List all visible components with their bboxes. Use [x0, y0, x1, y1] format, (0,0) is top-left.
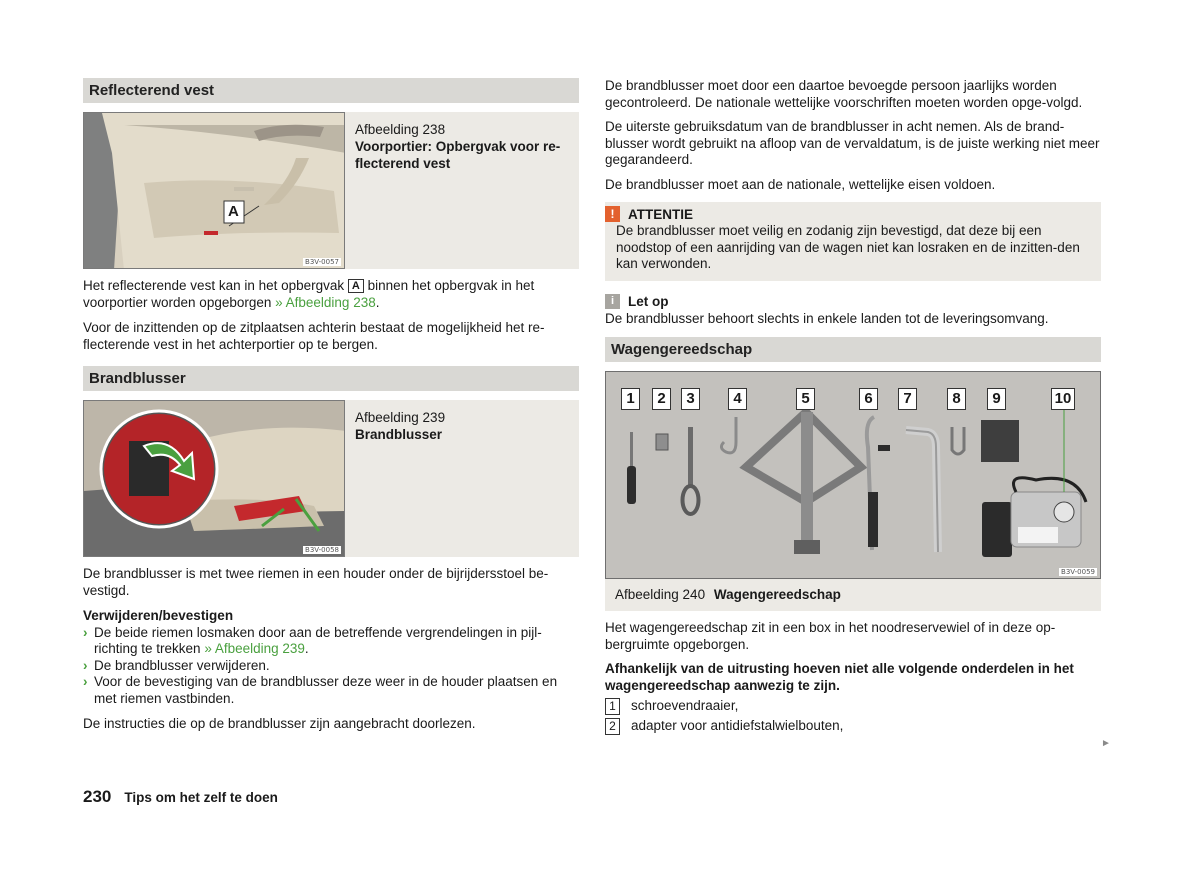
- tool-label-9: 9: [987, 388, 1006, 410]
- warning-icon: !: [605, 206, 620, 222]
- page-number: 230: [83, 787, 112, 806]
- attention-text: De brandblusser moet veilig en zodanig zijn bevestigd, dat deze bij een noodstop of een aanrijding van de wagen niet kan losraken en de inzitten-den kan verwonden.: [616, 223, 1080, 271]
- continue-arrow-icon: ►: [1101, 738, 1111, 749]
- list-item: [605, 717, 1101, 735]
- key-a-box: A: [348, 279, 364, 293]
- attention-box: [605, 202, 1101, 281]
- note-title: Let op: [628, 294, 669, 309]
- paragraph-annual-check: De brandblusser moet door een daartoe bevoegde persoon jaarlijks worden gecontroleerd. De nationale wettelijke voorschriften moeten worden opge-volgd.: [605, 78, 1083, 110]
- vehicle-tools-illustration: [605, 371, 1101, 579]
- paragraph-extinguisher-mount: De brandblusser is met twee riemen in een houder onder de bijrijdersstoel be-vestigd.: [83, 566, 549, 598]
- bullet-text: [94, 625, 579, 658]
- page-footer: [83, 787, 278, 807]
- door-panel-image: [84, 113, 345, 269]
- figure-title: Brandblusser: [355, 427, 443, 442]
- text: Het reflecterende vest kan in het opbergvak: [83, 278, 348, 293]
- right-column: [605, 78, 1101, 735]
- paragraph-rear-door: Voor de inzittenden op de zitplaatsen achterin bestaat de mogelijkheid het re-flecterende vest in het achterportier op te bergen.: [83, 320, 545, 352]
- tool-label-7: 7: [898, 388, 917, 410]
- figure-title: Voorportier: Opbergvak voor re-flecterend vest: [355, 139, 561, 171]
- paragraph-vest-storage: [83, 278, 579, 311]
- subheading-remove-attach: Verwijderen/bevestigen: [83, 608, 234, 623]
- image-code: B3V-0059: [1061, 568, 1095, 576]
- left-column: [83, 78, 579, 733]
- bullet-text: De brandblusser verwijderen.: [94, 657, 270, 673]
- tool-label-3: 3: [681, 388, 700, 410]
- chapter-title: Tips om het zelf te doen: [124, 790, 278, 805]
- item-text: adapter voor antidiefstalwielbouten,: [631, 718, 844, 733]
- item-number-box: 2: [605, 718, 620, 735]
- figure-239: [83, 400, 579, 557]
- image-code: B3V-0057: [305, 258, 339, 266]
- section-heading-wagengereedschap: Wagengereedschap: [605, 337, 1101, 362]
- tool-label-6: 6: [859, 388, 878, 410]
- item-text: schroevendraaier,: [631, 698, 739, 713]
- attention-heading: [605, 205, 1091, 223]
- figure-239-link[interactable]: » Afbeelding 239: [204, 641, 305, 656]
- extinguisher-image: [84, 401, 345, 557]
- item-number-box: 1: [605, 698, 620, 715]
- paragraph-read-instructions: De instructies die op de brandblusser zijn aangebracht doorlezen.: [83, 716, 476, 731]
- note-icon: i: [605, 294, 620, 309]
- tool-label-5: 5: [796, 388, 815, 410]
- image-code: B3V-0058: [305, 546, 339, 554]
- callout-label-a: A: [228, 203, 239, 220]
- bullet-arrow-icon: ›: [83, 674, 88, 689]
- text: .: [304, 641, 309, 656]
- figure-number: Afbeelding 239: [355, 410, 446, 425]
- tool-label-8: 8: [947, 388, 966, 410]
- bullet-text: Voor de bevestiging van de brandblusser deze weer in de houder plaatsen en met riemen vastbinden.: [94, 674, 558, 706]
- section-heading-brandblusser: Brandblusser: [83, 366, 579, 391]
- text: binnen het opbergvak in het voorportier worden opgeborgen: [83, 278, 535, 310]
- tool-label-10: 10: [1051, 388, 1075, 410]
- paragraph-legal-requirements: De brandblusser moet aan de nationale, wettelijke eisen voldoen.: [605, 176, 996, 192]
- bullet-arrow-icon: ›: [83, 657, 88, 673]
- figure-title: Wagengereedschap: [713, 587, 841, 602]
- figure-caption: [345, 400, 455, 557]
- bullet-item: [83, 625, 579, 658]
- list-item: [605, 697, 1101, 715]
- extinguisher-illustration: [83, 400, 345, 557]
- bullet-item: [83, 674, 579, 707]
- paragraph-equipment-note: Afhankelijk van de uitrusting hoeven niet alle volgende onderdelen in het wagengereedschap aanwezig te zijn.: [605, 661, 1074, 693]
- figure-number: Afbeelding 238: [355, 122, 446, 137]
- figure-number: Afbeelding 240: [615, 587, 706, 602]
- text: De beide riemen losmaken door aan de betreffende vergrendelingen in pijl-richting te trekken: [94, 624, 542, 656]
- section-heading-reflecterend-vest: Reflecterend vest: [83, 78, 579, 103]
- text: .: [375, 294, 380, 310]
- tool-label-1: 1: [621, 388, 640, 410]
- figure-caption: [345, 112, 579, 269]
- figure-238: [83, 112, 579, 269]
- note-heading: [605, 293, 1101, 311]
- paragraph-expiry: De uiterste gebruiksdatum van de brandblusser in acht nemen. Als de brand-blusser wordt gebruikt na afloop van de vervaldatum, is de juiste werking niet meer gegarandeerd.: [605, 119, 1100, 167]
- tool-label-2: 2: [652, 388, 671, 410]
- bullet-arrow-icon: ›: [83, 624, 88, 640]
- figure-238-link[interactable]: » Afbeelding 238: [275, 294, 376, 310]
- note-text: De brandblusser behoort slechts in enkele landen tot de leveringsomvang.: [605, 310, 1049, 326]
- attention-title: ATTENTIE: [628, 206, 693, 222]
- tool-label-4: 4: [728, 388, 747, 410]
- door-pocket-illustration: [83, 112, 345, 269]
- bullet-item: [83, 658, 579, 675]
- figure-240-caption: [605, 579, 1101, 611]
- paragraph-tools-location: Het wagengereedschap zit in een box in het noodreservewiel of in deze op-bergruimte opgeborgen.: [605, 620, 1056, 652]
